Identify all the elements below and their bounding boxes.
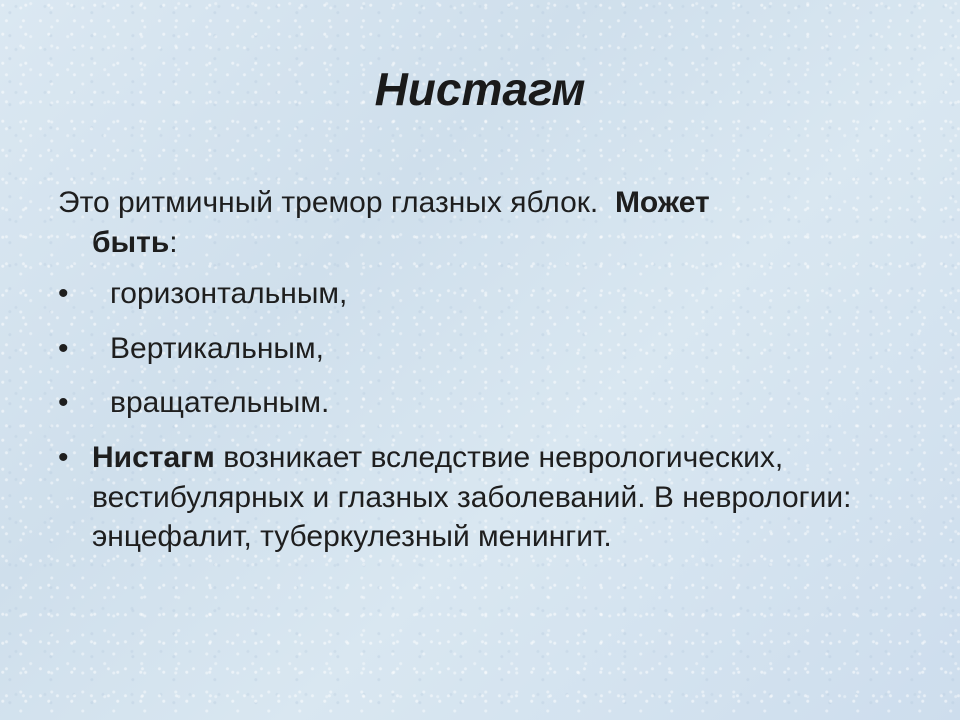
intro-text: Это ритмичный тремор глазных яблок.	[58, 186, 599, 219]
list-item-label: Вертикальным,	[110, 331, 324, 365]
intro-paragraph	[58, 183, 878, 262]
list-item-final	[58, 438, 878, 557]
list-item-label: вращательным.	[110, 386, 330, 420]
final-text: возникает вследствие неврологических, вестибулярных и глазных заболеваний. В неврологии: энцефалит, туберкулезный менингит.	[92, 440, 852, 554]
list-item-label: горизонтальным,	[110, 277, 348, 311]
intro-bold-word: Может	[614, 186, 710, 219]
list-item	[58, 383, 878, 423]
slide-title: Нистагм	[374, 63, 586, 115]
bullet-icon: •	[58, 277, 69, 311]
bullet-icon: •	[58, 331, 69, 365]
final-bold-word: Нистагм	[92, 440, 215, 474]
intro-colon: :	[169, 225, 178, 259]
intro-continuation	[58, 223, 878, 263]
bullet-icon: •	[58, 386, 69, 420]
intro-bold-word-2: быть	[92, 225, 170, 259]
list-item	[58, 329, 878, 369]
bullet-icon: •	[58, 440, 69, 474]
slide-body	[58, 183, 878, 572]
bullet-list	[58, 274, 878, 557]
list-item	[58, 274, 878, 314]
